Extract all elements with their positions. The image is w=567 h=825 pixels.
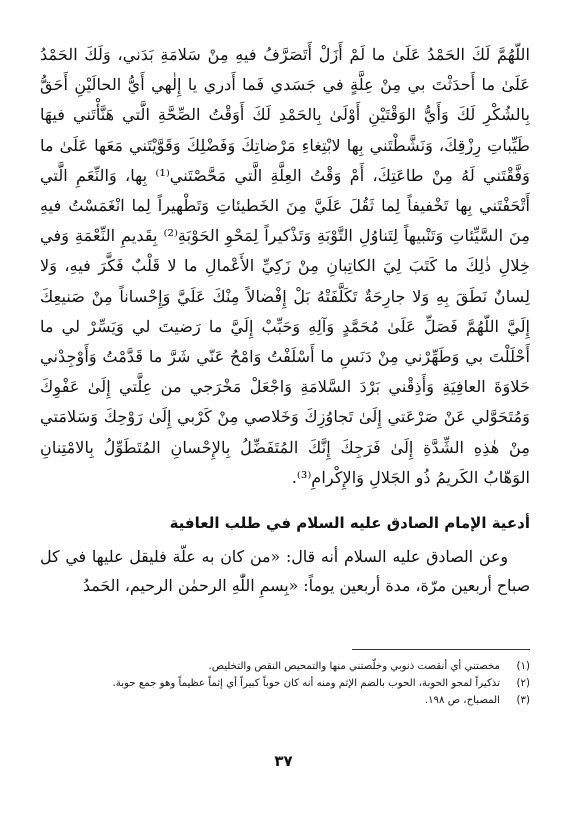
footnote-2 (60, 675, 530, 692)
footnote-divider (352, 649, 530, 650)
footnote-number: (٣) (516, 695, 530, 706)
footnote-text: تذكيراً لمحو الحوبة، الحوب بالضم الإثم ومنه أنه كان حوباً كبيراً أي إثماً عظيماً وهو جمع حوبة. (112, 678, 500, 689)
section-heading: أدعية الإمام الصادق عليه السلام في طلب العافية (169, 514, 530, 533)
prayer-text: اللّهُمَّ لَكَ الحَمْدُ عَلَىٰ ما لَمْ أَزَلْ أَتَصَرَّفُ فيهِ مِنْ سَلامَةِ بَدَني، وَلَكَ الحَمْدُ عَلَىٰ ما أَحدَثْتَ بي مِنْ عِلَّةٍ في جَسَدي فَما أَدري يا إِلٰهي أَيُّ الحالَيْنِ أَحَقُّ بِالشُكْرِ لَكَ وَأَيُّ الوَقْتَيْنِ أَوْلَىٰ بِالحَمْدِ لَكَ أَوَقْتُ الصِّحَّةِ الَّتي هَنَّأْتَني فيهَا طَيِّباتِ رِزْقِكَ، وَنَشَّطْتَني بِها لابْتِغاءِ مَرْضاتِكَ وَفَضْلِكَ وَقَوَّيْتَني مَعَها عَلَىٰ ما وَفَّقْتَني لَهُ مِنْ طاعَتِكَ، أَمْ وَقْتُ العِلَّةِ الَّتي مَحَّصْتَني⁽¹⁾ بِها، وَالنِّعَمِ الَّتي أَتْحَفْتَني بِها تَخْفيفاً لِما ثَقُلَ عَلَيَّ مِنَ الخَطيئاتِ وَتَطْهيراً لِما انْغَمَسْتُ فيهِ مِنَ السَّيِّئاتِ وَتَنْبيهاً لِتَناوُلِ التَّوْبَةِ وَتَذْكيراً لِمَحْوِ الحَوْبَةِ⁽²⁾ بِقَديمِ النِّعْمَةِ وَفي خِلالِ ذٰلِكَ ما كَتَبَ لِيَ الكاتِبانِ مِنْ زَكِيِّ الأَعْمالِ ما لا قَلْبٌ فَكَّرَ فيهِ، وَلا لِسانٌ نَطَقَ بِهِ وَلا جارِحَةٌ تَكَلَّفَتْهُ بَلْ إِفْضالاً مِنْكَ عَلَيَّ وَإِحْساناً مِنْ صَنيعِكَ إِلَيَّ اللّهُمَّ فَصَلِّ عَلَىٰ مُحَمَّدٍ وَآلِهِ وَحَبِّبْ إِلَيَّ ما رَضيتَ لي وَيَسِّرْ لي ما أَحْلَلْتَ بي وَطَهِّرْني مِنْ دَنَسِ ما أَسْلَفْتُ وَامْحُ عَنّي شَرَّ ما قَدَّمْتُ وَأَوْجِدْني حَلاوَةَ العافِيَةِ وَأَذِقْني بَرْدَ السَّلامَةِ وَاجْعَلْ مَخْرَجي من عِلَّتي إِلَىٰ عَفْوِكَ وَمُتَحَوَّلي عَنْ صَرْعَتي إِلَىٰ تَجاوُزِكَ وَخَلاصي مِنْ كَرْبي إِلَىٰ رَوْحِكَ وَسَلامَتي مِنْ هٰذِهِ الشِّدَّةِ إِلَىٰ فَرَجِكَ إِنَّكَ المُتَفَضِّلُ بِالإِحْسانِ المُتَطَوِّلُ بِالامْتِنانِ الوَهّابُ الكَريمُ ذُو الجَلالِ وَالإِكْرامِ⁽³⁾. (40, 45, 531, 487)
footnote-3 (60, 692, 530, 709)
footnotes (60, 658, 530, 709)
page-number: ٣٧ (274, 752, 293, 770)
footnote-1 (60, 658, 530, 675)
footnote-number: (٢) (516, 678, 530, 689)
page-body (40, 40, 530, 600)
footnote-text: المصباح، ص ١٩٨. (424, 695, 500, 706)
narration-text: وعن الصادق عليه السلام أنه قال: «من كان به علّة فليقل عليها في كل صباح أربعين مرّة، مدة أربعين يوماً: «بِسمِ اللّٰهِ الرحمٰن الرحيم، الحَمدُ (40, 547, 530, 595)
footnote-text: مخصتني أي أنقصت ذنوبي وخلّصتني منها والتمحيص النقص والتخليص. (208, 661, 500, 672)
footnote-number: (١) (516, 661, 530, 672)
